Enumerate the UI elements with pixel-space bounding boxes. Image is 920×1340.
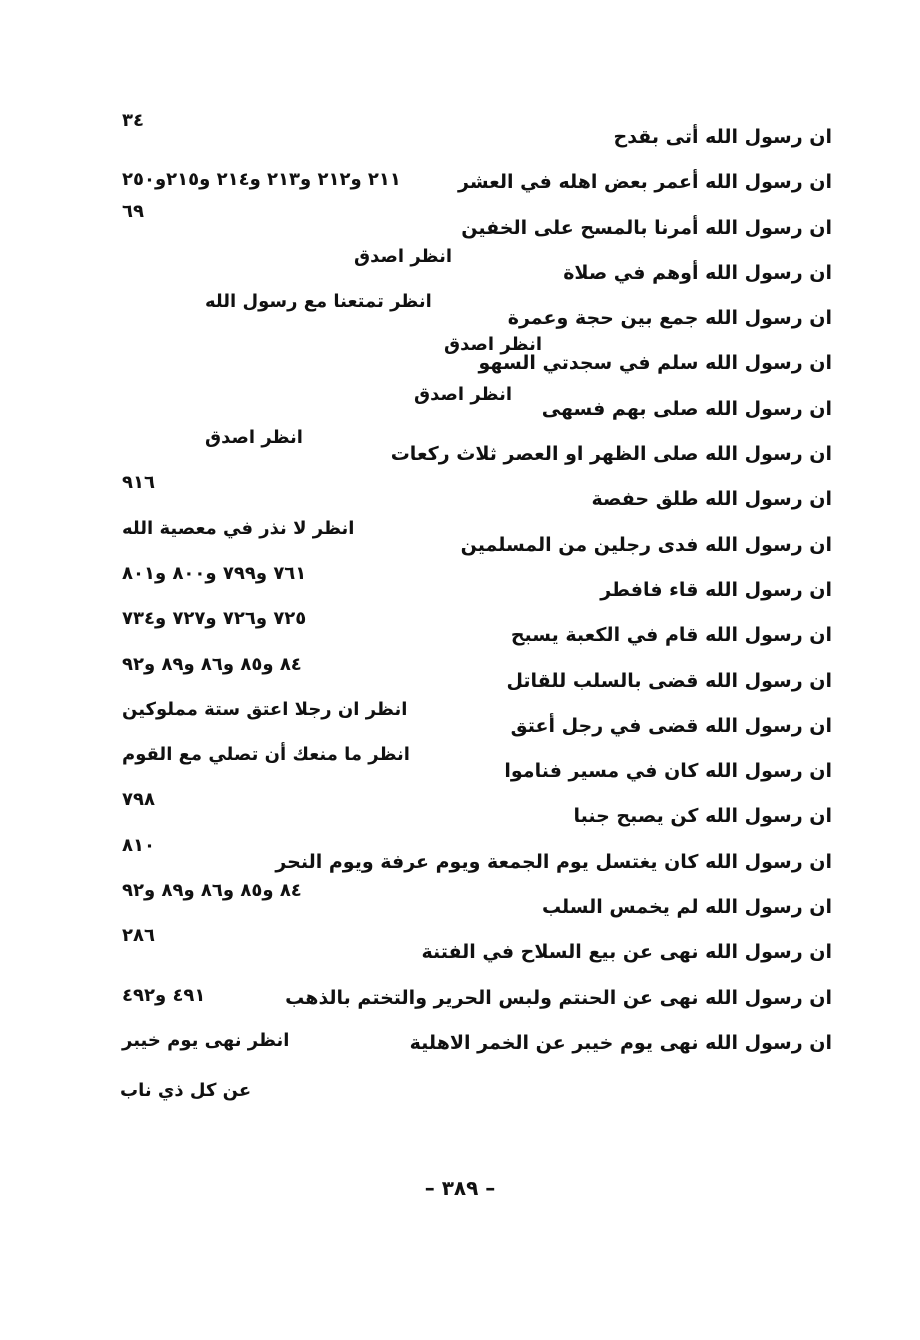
index-entry <box>110 334 832 379</box>
entry-heading: ان رسول الله لم يخمس السلب <box>541 896 832 919</box>
entry-heading: ان رسول الله أوهم في صلاة <box>563 261 832 284</box>
entry-reference: انظر لا نذر في معصية الله <box>122 517 355 539</box>
index-entry <box>110 470 832 515</box>
entry-reference: ٢٨٦ <box>122 925 155 947</box>
index-entry-list <box>110 108 832 1059</box>
entry-continuation: عن كل ذي ناب <box>120 1080 252 1101</box>
index-entry <box>110 153 832 198</box>
entry-reference: انظر ان رجلا اعتق ستة مملوكين <box>122 698 408 720</box>
entry-reference: ٨٤ و٨٥ و٨٦ و٨٩ و٩٢ <box>122 880 302 902</box>
entry-reference: ٩١٦ <box>122 472 155 494</box>
index-entry <box>110 652 832 697</box>
index-entry <box>110 969 832 1014</box>
entry-heading: ان رسول الله فدى رجلين من المسلمين <box>460 533 832 556</box>
page-number: – ٣٨٩ – <box>424 1176 496 1200</box>
entry-reference: انظر اصدق <box>444 334 542 356</box>
entry-reference: انظر ما منعك أن تصلي مع القوم <box>122 744 410 766</box>
index-entry <box>110 923 832 968</box>
entry-heading: ان رسول الله كان في مسير فناموا <box>504 760 832 783</box>
entry-heading: ان رسول الله قضى في رجل أعتق <box>510 714 832 737</box>
index-entry <box>110 516 832 561</box>
entry-heading: ان رسول الله نهى عن الحنتم ولبس الحرير والتختم بالذهب <box>285 986 832 1009</box>
entry-reference: ٧٦١ و٧٩٩ و٨٠٠ و٨٠١ <box>122 562 307 584</box>
index-entry <box>110 199 832 244</box>
index-entry <box>110 878 832 923</box>
entry-heading: ان رسول الله أمرنا بالمسح على الخفين <box>461 216 832 239</box>
entry-reference: ٤٩١ و٤٩٢ <box>122 984 206 1006</box>
entry-reference: انظر نهى يوم خيبر <box>122 1029 290 1051</box>
entry-reference: ٧٢٥ و٧٢٦ و٧٢٧ و٧٣٤ <box>122 608 307 630</box>
index-entry <box>110 561 832 606</box>
entry-reference: ٦٩ <box>122 200 144 222</box>
index-entry <box>110 425 832 470</box>
index-entry <box>110 380 832 425</box>
entry-heading: ان رسول الله كن يصبح جنبا <box>573 805 832 828</box>
entry-reference: انظر اصدق <box>205 427 303 449</box>
entry-reference: ٣٤ <box>122 110 144 131</box>
entry-heading: ان رسول الله قام في الكعبة يسبح <box>510 624 832 647</box>
entry-heading: ان رسول الله أتى بقدح <box>613 126 832 148</box>
entry-heading: ان رسول الله قاء فافطر <box>600 578 832 601</box>
entry-reference: ٨١٠ <box>122 834 155 856</box>
index-entry <box>110 833 832 878</box>
entry-heading: ان رسول الله قضى بالسلب للقاتل <box>506 669 832 692</box>
entry-reference: ٨٤ و٨٥ و٨٦ و٨٩ و٩٢ <box>122 653 302 675</box>
entry-heading: ان رسول الله طلق حفصة <box>591 488 832 511</box>
entry-heading: ان رسول الله نهى عن بيع السلاح في الفتنة <box>421 941 832 964</box>
entry-heading: ان رسول الله كان يغتسل يوم الجمعة ويوم عرفة ويوم النحر <box>275 850 832 873</box>
entry-heading: ان رسول الله نهى يوم خيبر عن الخمر الاهلية <box>409 1031 832 1054</box>
entry-reference: ٢١١ و٢١٢ و٢١٣ و٢١٤ و٢١٥و٢٥٠ <box>122 169 401 191</box>
index-entry <box>110 289 832 334</box>
index-entry <box>110 697 832 742</box>
index-entry <box>110 244 832 289</box>
entry-heading: ان رسول الله صلى الظهر او العصر ثلاث ركعات <box>390 443 832 466</box>
index-entry <box>110 787 832 832</box>
entry-reference: ٧٩٨ <box>122 789 155 811</box>
entry-reference: انظر تمتعنا مع رسول الله <box>205 291 432 313</box>
index-entry <box>110 606 832 651</box>
entry-reference: انظر اصدق <box>354 245 452 267</box>
entry-heading: ان رسول الله جمع بين حجة وعمرة <box>507 307 832 330</box>
index-entry <box>110 108 832 153</box>
entry-heading: ان رسول الله سلم في سجدتي السهو <box>478 352 832 375</box>
entry-heading: ان رسول الله صلى بهم فسهى <box>541 397 832 420</box>
entry-reference: انظر اصدق <box>414 383 512 405</box>
index-entry <box>110 1014 832 1059</box>
entry-heading: ان رسول الله أعمر بعض اهله في العشر <box>458 171 832 194</box>
index-entry <box>110 742 832 787</box>
